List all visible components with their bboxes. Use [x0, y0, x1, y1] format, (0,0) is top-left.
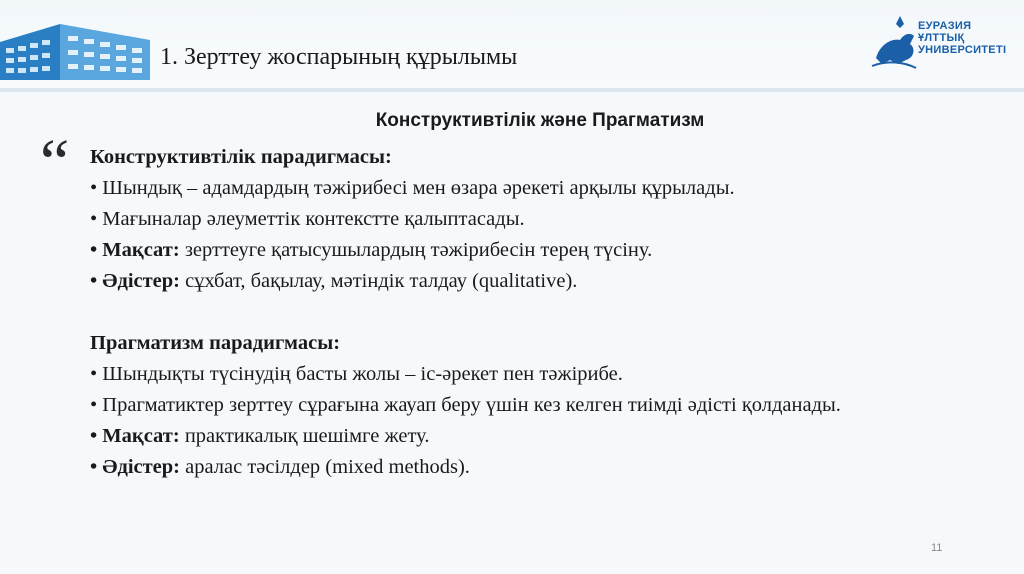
- slide-body: [90, 142, 990, 483]
- constructivism-bullet-3: [90, 235, 990, 266]
- bullet-text: сұхбат, бақылау, мәтіндік талдау (qualitative).: [180, 270, 578, 292]
- bullet-label: • Әдістер:: [90, 270, 181, 292]
- building-illustration: [0, 12, 150, 82]
- constructivism-bullet-4: [90, 266, 990, 297]
- section-heading: Конструктивтілік және Прагматизм: [375, 110, 705, 131]
- bullet-text: аралас тәсілдер (mixed methods).: [180, 456, 470, 478]
- logo-line-2: ҰЛТТЫҚ: [918, 32, 965, 44]
- constructivism-bullet-1: • Шындық – адамдардың тәжірибесі мен өзара әрекеті арқылы құрылады.: [90, 177, 735, 199]
- bullet-text: зерттеуге қатысушылардың тәжірибесін терең түсіну.: [179, 239, 653, 261]
- university-logo-text: [918, 20, 1006, 56]
- bullet-label: • Мақсат:: [90, 239, 180, 261]
- logo-line-3: УНИВЕРСИТЕТІ: [918, 44, 1007, 56]
- pragmatism-bullet-2: • Прагматиктер зерттеу сұрағына жауап беру үшін кез келген тиімді әдісті қолданады.: [90, 394, 841, 416]
- pragmatism-bullet-1: • Шындықты түсінудің басты жолы – іс-әрекет пен тәжірибе.: [90, 363, 623, 385]
- constructivism-title: Конструктивтілік парадигмасы:: [90, 146, 392, 168]
- page-number: 11: [931, 542, 943, 554]
- quote-mark-icon: “: [40, 126, 70, 199]
- pragmatism-bullet-4: [90, 452, 990, 483]
- pragmatism-bullet-3: [90, 421, 990, 452]
- pragmatism-title: Прагматизм парадигмасы:: [90, 332, 341, 354]
- header-divider: [0, 88, 1024, 92]
- bullet-label: • Мақсат:: [90, 425, 180, 447]
- bullet-label: • Әдістер:: [90, 456, 181, 478]
- slide-title: 1. Зерттеу жоспарының құрылымы: [160, 44, 518, 70]
- paragraph-gap: [90, 297, 990, 328]
- constructivism-bullet-2: • Мағыналар әлеуметтік контекстте қалыптасады.: [90, 208, 525, 230]
- logo-line-1: ЕУРАЗИЯ: [918, 20, 972, 32]
- bullet-text: практикалық шешімге жету.: [179, 425, 430, 447]
